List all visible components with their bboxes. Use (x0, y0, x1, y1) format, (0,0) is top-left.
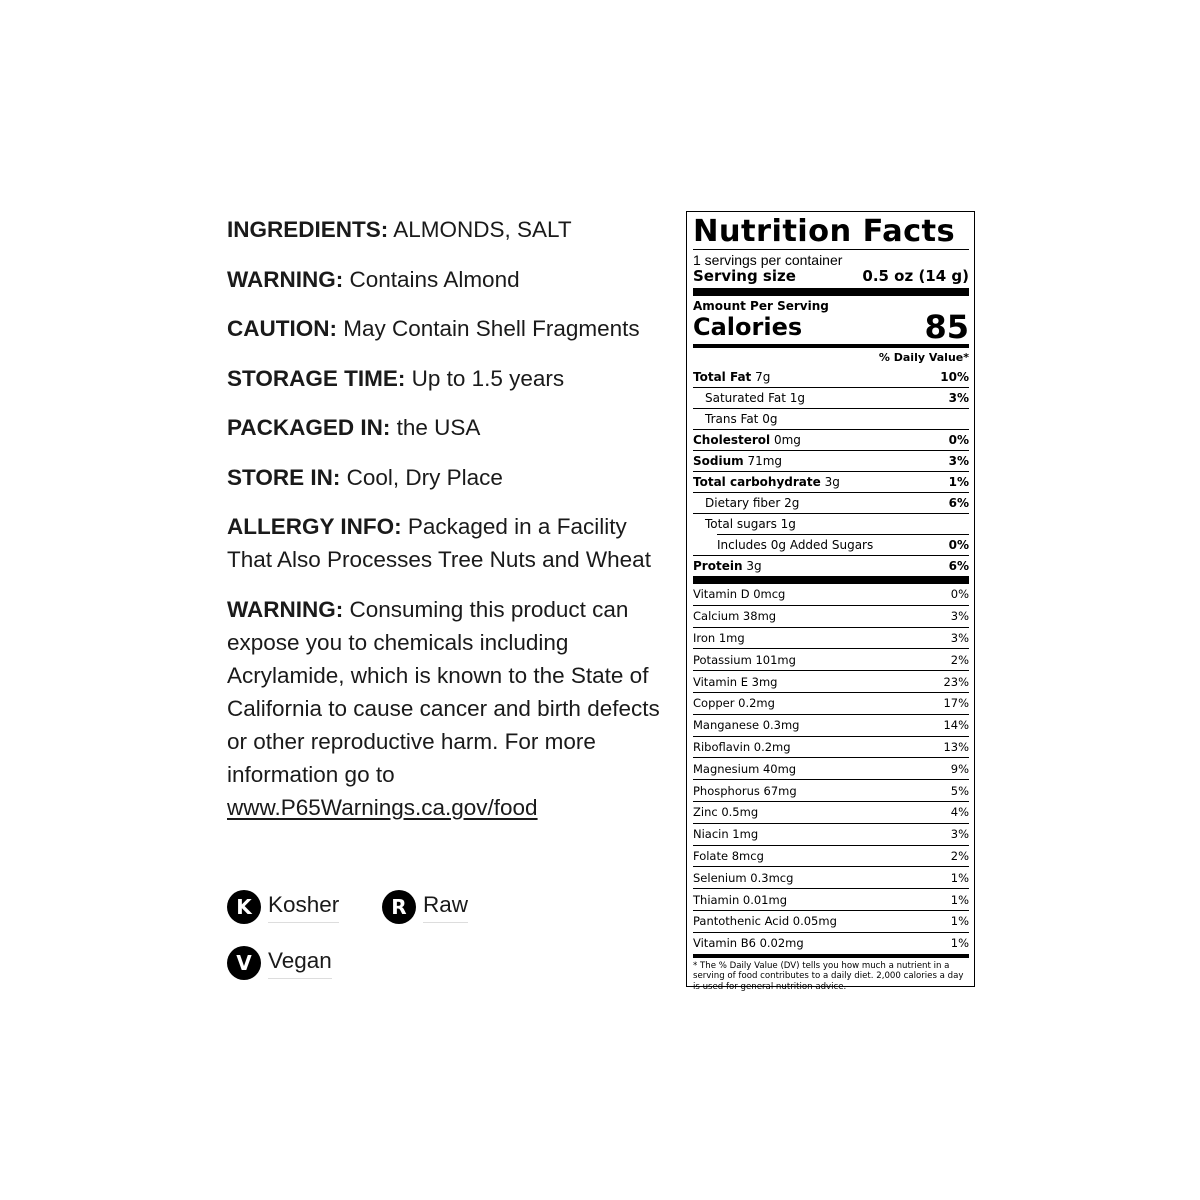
nutrient-name (693, 475, 840, 489)
info-storage-time (227, 362, 662, 395)
vitamin-daily-value: 5% (950, 783, 969, 798)
vitamin-row (693, 692, 969, 714)
nutrient-name (693, 559, 762, 573)
nutrient-name (693, 412, 777, 426)
vitamin-row (693, 845, 969, 867)
nutrient-list (693, 367, 969, 576)
divider (693, 576, 969, 584)
vitamin-list (693, 584, 969, 954)
vitamin-daily-value: 14% (943, 718, 969, 733)
nutrient-label: Protein (693, 559, 743, 573)
nutrient-daily-value: 3% (948, 391, 969, 405)
vitamin-name: Niacin 1mg (693, 827, 759, 842)
kosher-icon: K (227, 890, 261, 924)
info-warning (227, 263, 662, 296)
info-text: Contains Almond (343, 266, 520, 292)
diet-badges (227, 890, 527, 990)
vitamin-daily-value: 13% (943, 739, 969, 754)
vitamin-row (693, 584, 969, 605)
p65-warnings-link[interactable]: www.P65Warnings.ca.gov/food (227, 794, 538, 820)
nutrient-amount: 0mg (770, 433, 801, 447)
vitamin-daily-value: 3% (950, 609, 969, 624)
vitamin-row (693, 670, 969, 692)
nutrient-row (717, 534, 969, 555)
vitamin-daily-value: 3% (950, 827, 969, 842)
vitamin-daily-value: 23% (943, 674, 969, 689)
nutrient-daily-value: 3% (948, 454, 969, 468)
vitamin-row (693, 605, 969, 627)
nutrient-daily-value: 6% (948, 496, 969, 510)
nutrient-label: Dietary fiber 2g (705, 496, 800, 510)
vitamin-row (693, 648, 969, 670)
nutrient-label: Includes 0g Added Sugars (717, 538, 874, 552)
vitamin-row (693, 888, 969, 910)
nutrient-name (693, 454, 782, 468)
info-text: the USA (390, 415, 481, 440)
vitamin-name: Phosphorus 67mg (693, 783, 797, 798)
vitamin-row (693, 801, 969, 823)
product-info (227, 213, 662, 840)
badge-vegan (227, 946, 332, 980)
nutrient-row (693, 429, 969, 450)
vitamin-daily-value: 2% (950, 652, 969, 667)
nutrient-label: Total Fat (693, 370, 752, 384)
vitamin-row (693, 910, 969, 932)
info-label: WARNING: (227, 596, 344, 622)
nutrient-name (693, 391, 805, 405)
serving-size-label: Serving size (693, 267, 796, 285)
nutrient-amount: 71mg (743, 454, 783, 468)
info-store-in (227, 461, 662, 494)
vitamin-daily-value: 2% (950, 848, 969, 863)
vitamin-row (693, 736, 969, 758)
servings-per-container: 1 servings per container (693, 252, 843, 268)
badge-kosher (227, 890, 339, 924)
badge-label: Raw (423, 892, 468, 923)
info-label: INGREDIENTS: (227, 217, 389, 242)
nutrient-row (693, 471, 969, 492)
vitamin-name: Vitamin B6 0.02mg (693, 936, 804, 951)
calories-value: 85 (924, 308, 969, 346)
nutrient-name (693, 370, 770, 384)
daily-value-header: % Daily Value* (878, 351, 969, 364)
nutrient-daily-value: 0% (948, 538, 969, 552)
divider (693, 249, 969, 250)
vitamin-row (693, 757, 969, 779)
calories-label: Calories (693, 313, 803, 341)
nutrient-row (693, 450, 969, 471)
info-label: PACKAGED IN: (227, 415, 391, 440)
vitamin-row (693, 627, 969, 649)
info-label: STORAGE TIME: (227, 365, 406, 391)
vitamin-name: Copper 0.2mg (693, 696, 775, 711)
nutrient-daily-value: 6% (948, 559, 969, 573)
nutrient-amount: 3g (820, 475, 840, 489)
vitamin-name: Calcium 38mg (693, 609, 777, 624)
vitamin-name: Iron 1mg (693, 630, 745, 645)
vitamin-daily-value: 17% (943, 696, 969, 711)
nutrient-daily-value: 0% (948, 433, 969, 447)
info-text: ALMONDS, SALT (388, 217, 572, 242)
calories-row (693, 308, 969, 346)
amount-per-serving: Amount Per Serving (693, 299, 829, 313)
vitamin-row (693, 779, 969, 801)
badge-label: Kosher (268, 892, 339, 923)
nutrient-row (693, 555, 969, 576)
info-label: ALLERGY INFO: (227, 514, 402, 539)
vitamin-daily-value: 1% (950, 936, 969, 951)
daily-value-footnote: * The % Daily Value (DV) tells you how much a nutrient in a serving of food contributes to a daily diet. 2,000 calories a day is used for general nutrition advice. (693, 960, 964, 992)
vitamin-daily-value: 4% (950, 805, 969, 820)
info-packaged-in (227, 411, 662, 444)
info-ingredients (227, 213, 662, 246)
vitamin-row (693, 823, 969, 845)
badge-raw (382, 890, 468, 924)
vitamin-name: Vitamin E 3mg (693, 674, 778, 689)
info-text: Up to 1.5 years (405, 365, 565, 391)
vitamin-name: Zinc 0.5mg (693, 805, 759, 820)
info-label: CAUTION: (227, 316, 337, 341)
info-text: Packaged in a Facility That Also Processes Tree Nuts and Wheat (227, 514, 651, 572)
nutrient-name (717, 538, 873, 552)
vitamin-daily-value: 9% (950, 761, 969, 776)
nutrition-title: Nutrition Facts (693, 214, 956, 249)
vitamin-name: Potassium 101mg (693, 652, 796, 667)
nutrient-row (693, 367, 969, 387)
nutrient-amount: 3g (742, 559, 762, 573)
badge-label: Vegan (268, 948, 332, 979)
nutrient-name (693, 433, 801, 447)
info-prop65-warning (227, 593, 662, 824)
nutrient-label: Saturated Fat 1g (705, 391, 806, 405)
info-caution (227, 312, 662, 345)
info-label: WARNING: (227, 266, 344, 292)
info-allergy (227, 510, 662, 576)
vitamin-name: Folate 8mcg (693, 848, 764, 863)
nutrient-daily-value: 10% (940, 370, 969, 384)
vitamin-name: Riboflavin 0.2mg (693, 739, 791, 754)
info-text: May Contain Shell Fragments (336, 316, 640, 341)
nutrient-label: Trans Fat 0g (705, 412, 778, 426)
serving-size-value: 0.5 oz (14 g) (862, 267, 969, 285)
nutrient-row (693, 492, 969, 513)
nutrient-label: Cholesterol (693, 433, 771, 447)
nutrient-name (693, 517, 796, 531)
vitamin-name: Vitamin D 0mcg (693, 587, 786, 602)
vitamin-name: Manganese 0.3mg (693, 718, 800, 733)
info-text: Cool, Dry Place (340, 464, 503, 490)
vitamin-row (693, 866, 969, 888)
vitamin-daily-value: 3% (950, 630, 969, 645)
nutrient-row (693, 387, 969, 408)
vitamin-row (693, 714, 969, 736)
divider (693, 288, 969, 296)
nutrient-label: Total carbohydrate (693, 475, 821, 489)
vitamin-daily-value: 1% (950, 914, 969, 929)
vegan-icon: V (227, 946, 261, 980)
vitamin-daily-value: 1% (950, 870, 969, 885)
vitamin-daily-value: 1% (950, 892, 969, 907)
nutrient-name (693, 496, 799, 510)
nutrient-label: Sodium (693, 454, 744, 468)
nutrient-label: Total sugars 1g (705, 517, 796, 531)
info-text: Consuming this product can expose you to chemicals including Acrylamide, which is known to the State of California to cause cancer and birth defects or other reproductive harm. For more information go to (227, 596, 660, 787)
nutrient-daily-value: 1% (948, 475, 969, 489)
info-label: STORE IN: (227, 464, 341, 490)
vitamin-daily-value: 0% (950, 587, 969, 602)
nutrient-row (693, 408, 969, 429)
vitamin-name: Magnesium 40mg (693, 761, 797, 776)
vitamin-name: Selenium 0.3mcg (693, 870, 794, 885)
raw-icon: R (382, 890, 416, 924)
serving-size (693, 268, 969, 288)
nutrition-facts-panel (686, 211, 975, 992)
nutrient-amount: 7g (751, 370, 771, 384)
vitamin-name: Thiamin 0.01mg (693, 892, 788, 907)
vitamin-row (693, 932, 969, 954)
vitamin-name: Pantothenic Acid 0.05mg (693, 914, 837, 929)
nutrient-row (693, 513, 969, 534)
